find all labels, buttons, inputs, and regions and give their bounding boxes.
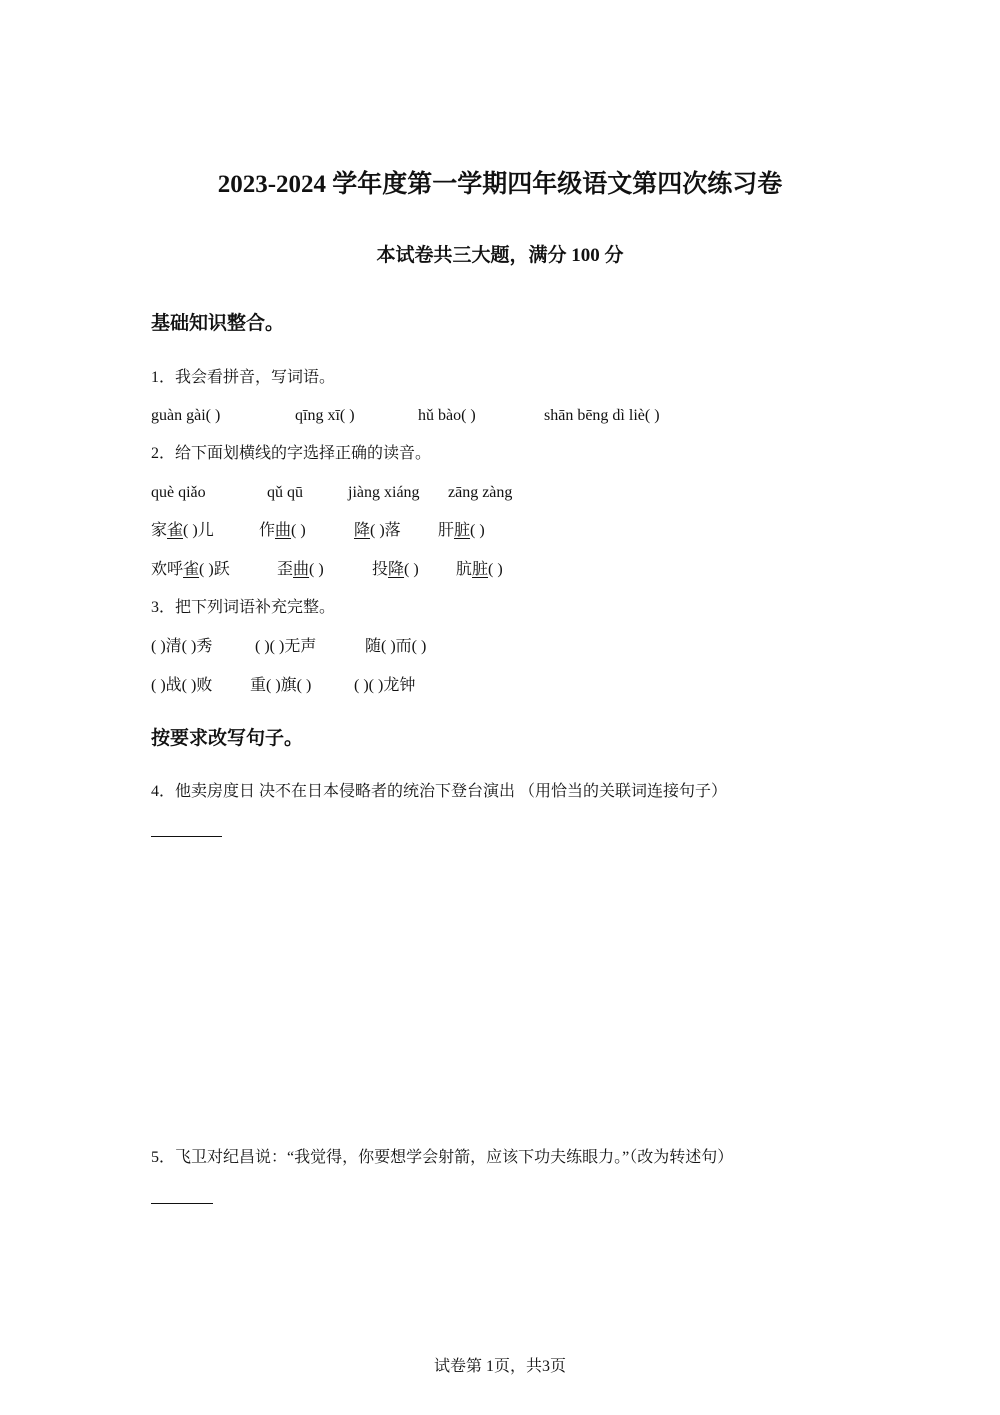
pinyin-option: qǔ qū bbox=[267, 484, 303, 501]
section-heading-basic: 基础知识整合。 bbox=[151, 313, 285, 334]
page-title: 2023-2024 学年度第一学期四年级语文第四次练习卷 bbox=[217, 171, 783, 198]
pinyin-option: jiàng xiáng bbox=[348, 484, 420, 501]
pinyin-item: hǔ bào( ) bbox=[418, 407, 476, 424]
idiom-item: ( )清( )秀 bbox=[151, 638, 213, 655]
pinyin-option: què qiǎo bbox=[151, 484, 206, 501]
question-5-prompt: 5．飞卫对纪昌说：“我觉得，你要想学会射箭，应该下功夫练眼力。”（改为转述句） bbox=[151, 1149, 734, 1166]
pinyin-item: shān bēng dì liè( ) bbox=[544, 407, 660, 424]
question-3-row-1 bbox=[151, 636, 851, 658]
page-subtitle: 本试卷共三大题，满分 100 分 bbox=[376, 245, 624, 266]
question-4-prompt: 4．他卖房度日 决不在日本侵略者的统治下登台演出 （用恰当的关联词连接句子） bbox=[151, 783, 728, 800]
answer-line-4[interactable] bbox=[151, 836, 222, 837]
char-item: 欢呼雀( )跃 bbox=[151, 561, 230, 578]
question-2-row-2 bbox=[151, 559, 851, 581]
question-1-pinyin-row bbox=[151, 405, 851, 427]
page-footer: 试卷第 1页，共3页 bbox=[433, 1358, 566, 1375]
idiom-item: ( )战( )败 bbox=[151, 677, 213, 694]
idiom-item: 重( )旗( ) bbox=[250, 677, 312, 694]
question-3-prompt: 3．把下列词语补充完整。 bbox=[151, 599, 336, 616]
question-3-row-2 bbox=[151, 675, 851, 697]
char-item: 作曲( ) bbox=[259, 522, 306, 539]
pinyin-item: guàn gài( ) bbox=[151, 407, 221, 424]
idiom-item: 随( )而( ) bbox=[365, 638, 427, 655]
section-heading-rewrite: 按要求改写句子。 bbox=[151, 728, 304, 749]
char-item: 家雀( )儿 bbox=[151, 522, 214, 539]
pinyin-item: qīng xī( ) bbox=[295, 407, 355, 424]
pinyin-option: zāng zàng bbox=[448, 484, 513, 501]
char-item: 投降( ) bbox=[372, 561, 419, 578]
char-item: 肮脏( ) bbox=[456, 561, 503, 578]
question-2-prompt: 2．给下面划横线的字选择正确的读音。 bbox=[151, 445, 432, 462]
char-item: 降( )落 bbox=[354, 522, 401, 539]
char-item: 肝脏( ) bbox=[438, 522, 485, 539]
question-2-row-1 bbox=[151, 520, 851, 542]
question-1-prompt: 1．我会看拼音，写词语。 bbox=[151, 369, 336, 386]
idiom-item: ( )( )无声 bbox=[255, 638, 317, 655]
char-item: 歪曲( ) bbox=[277, 561, 324, 578]
idiom-item: ( )( )龙钟 bbox=[354, 677, 416, 694]
question-2-pinyin-options bbox=[151, 482, 851, 504]
answer-line-5[interactable] bbox=[151, 1203, 213, 1204]
